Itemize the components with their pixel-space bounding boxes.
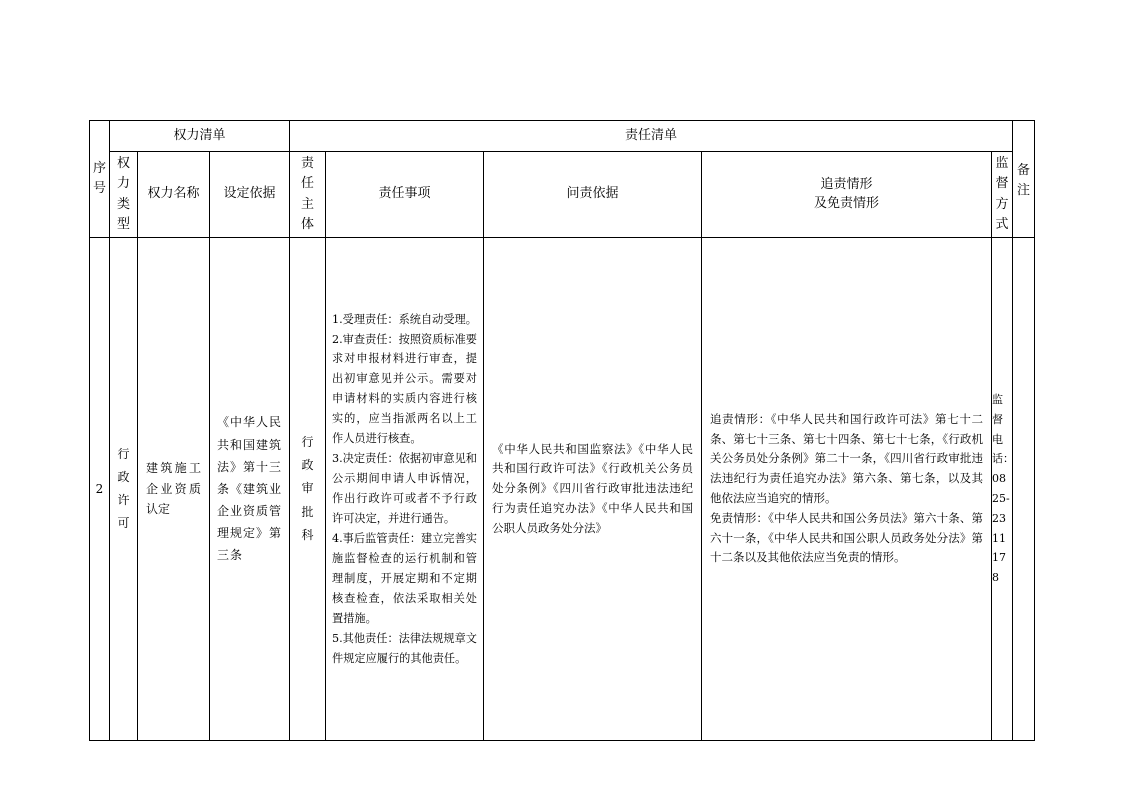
duty-item: 3.决定责任：依据初审意见和公示期间申请人申诉情况，作出行政许可或者不予行政许可决定，并进行通告。 (332, 452, 477, 525)
header-supervision: 监督方式 (992, 152, 1013, 238)
duty-item: 4.事后监管责任：建立完善实施监督检查的运行机制和管理制度，开展定期和不定期核查检查，依法采取相关处置措施。 (332, 531, 477, 625)
header-responsibility-list: 责任清单 (290, 121, 1013, 152)
duty-item: 5.其他责任：法律法规规章文件规定应履行的其他责任。 (332, 631, 477, 665)
header-accountability-line2: 及免责情形 (813, 195, 879, 211)
header-power-type: 权力类型 (110, 152, 138, 238)
row-duties (326, 238, 484, 741)
row-accountability-basis: 《中华人民共和国监察法》《中华人民共和国行政许可法》《行政机关公务员处分条例》《四川省行政审批违法违纪行为责任追究办法》《中华人民共和国公职人员政务处分法》 (484, 238, 702, 741)
header-power-name: 权力名称 (138, 152, 210, 238)
accountability-text: 追责情形：《中华人民共和国行政许可法》第七十二条、第七十三条、第七十四条、第七十七条，《行政机关公务员处分条例》第二十一条，《四川省行政审批违法违纪行为责任追究办法》第六条、第七条，以及其他依法应当追究的情形。 (710, 411, 983, 505)
header-power-list: 权力清单 (110, 121, 290, 152)
duty-item: 2.审查责任：按照资质标准要求对申报材料进行审查，提出初审意见并公示。需要对申请材料的实质内容进行核实的，应当指派两名以上工作人员进行核查。 (332, 332, 477, 446)
row-power-type: 行政许可 (110, 238, 138, 741)
header-responsible-body: 责任主体 (290, 152, 326, 238)
responsibility-table (89, 120, 1035, 741)
duty-item: 1.受理责任：系统自动受理。 (332, 312, 477, 326)
row-responsible-body: 行政审批科 (290, 238, 326, 741)
header-accountability (702, 152, 992, 238)
header-remarks: 备注 (1013, 121, 1035, 238)
header-seq: 序号 (90, 121, 110, 238)
row-seq: 2 (90, 238, 110, 741)
header-legal-basis: 设定依据 (210, 152, 290, 238)
exemption-text: 免责情形：《中华人民共和国公务员法》第六十条、第六十一条，《中华人民共和国公职人员政务处分法》第十二条以及其他依法应当免责的情形。 (710, 510, 983, 565)
row-remarks (1013, 238, 1035, 741)
row-legal-basis: 《中华人民共和国建筑法》第十三条《建筑业企业资质管理规定》第三条 (210, 238, 290, 741)
row-supervision: 监督电话：0825-2311178 (992, 238, 1013, 741)
row-accountability (702, 238, 992, 741)
header-accountability-line1: 追责情形 (820, 177, 873, 193)
row-power-name: 建筑施工企业资质认定 (138, 238, 210, 741)
header-accountability-basis: 问责依据 (484, 152, 702, 238)
header-responsibility-items: 责任事项 (326, 152, 484, 238)
